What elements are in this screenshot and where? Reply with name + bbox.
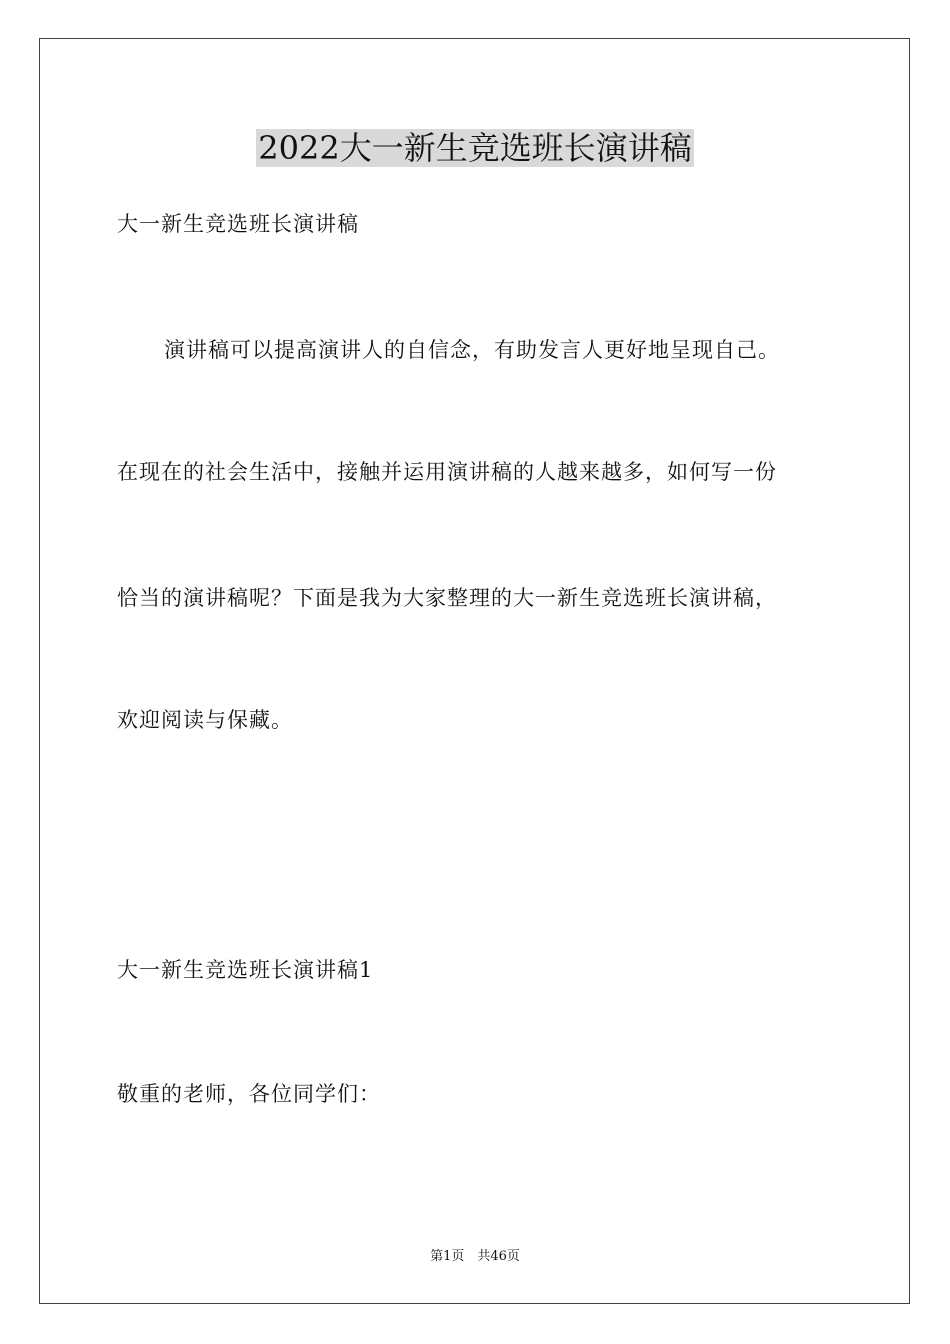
document-title — [0, 128, 950, 168]
paragraph-line: 在现在的社会生活中，接触并运用演讲稿的人越来越多，如何写一份 — [117, 460, 777, 484]
paragraph-line: 恰当的演讲稿呢？下面是我为大家整理的大一新生竞选班长演讲稿， — [117, 586, 777, 610]
paragraph-line: 欢迎阅读与保藏。 — [117, 708, 293, 732]
section-heading: 大一新生竞选班长演讲稿1 — [117, 958, 374, 982]
page-number-footer: 第1页 共46页 — [430, 1249, 520, 1264]
paragraph-line: 演讲稿可以提高演讲人的自信念，有助发言人更好地呈现自己。 — [164, 338, 780, 362]
title-text: 2022大一新生竞选班长演讲稿 — [258, 129, 692, 167]
salutation-line: 敬重的老师，各位同学们： — [117, 1082, 381, 1106]
subtitle-line: 大一新生竞选班长演讲稿 — [117, 212, 359, 236]
